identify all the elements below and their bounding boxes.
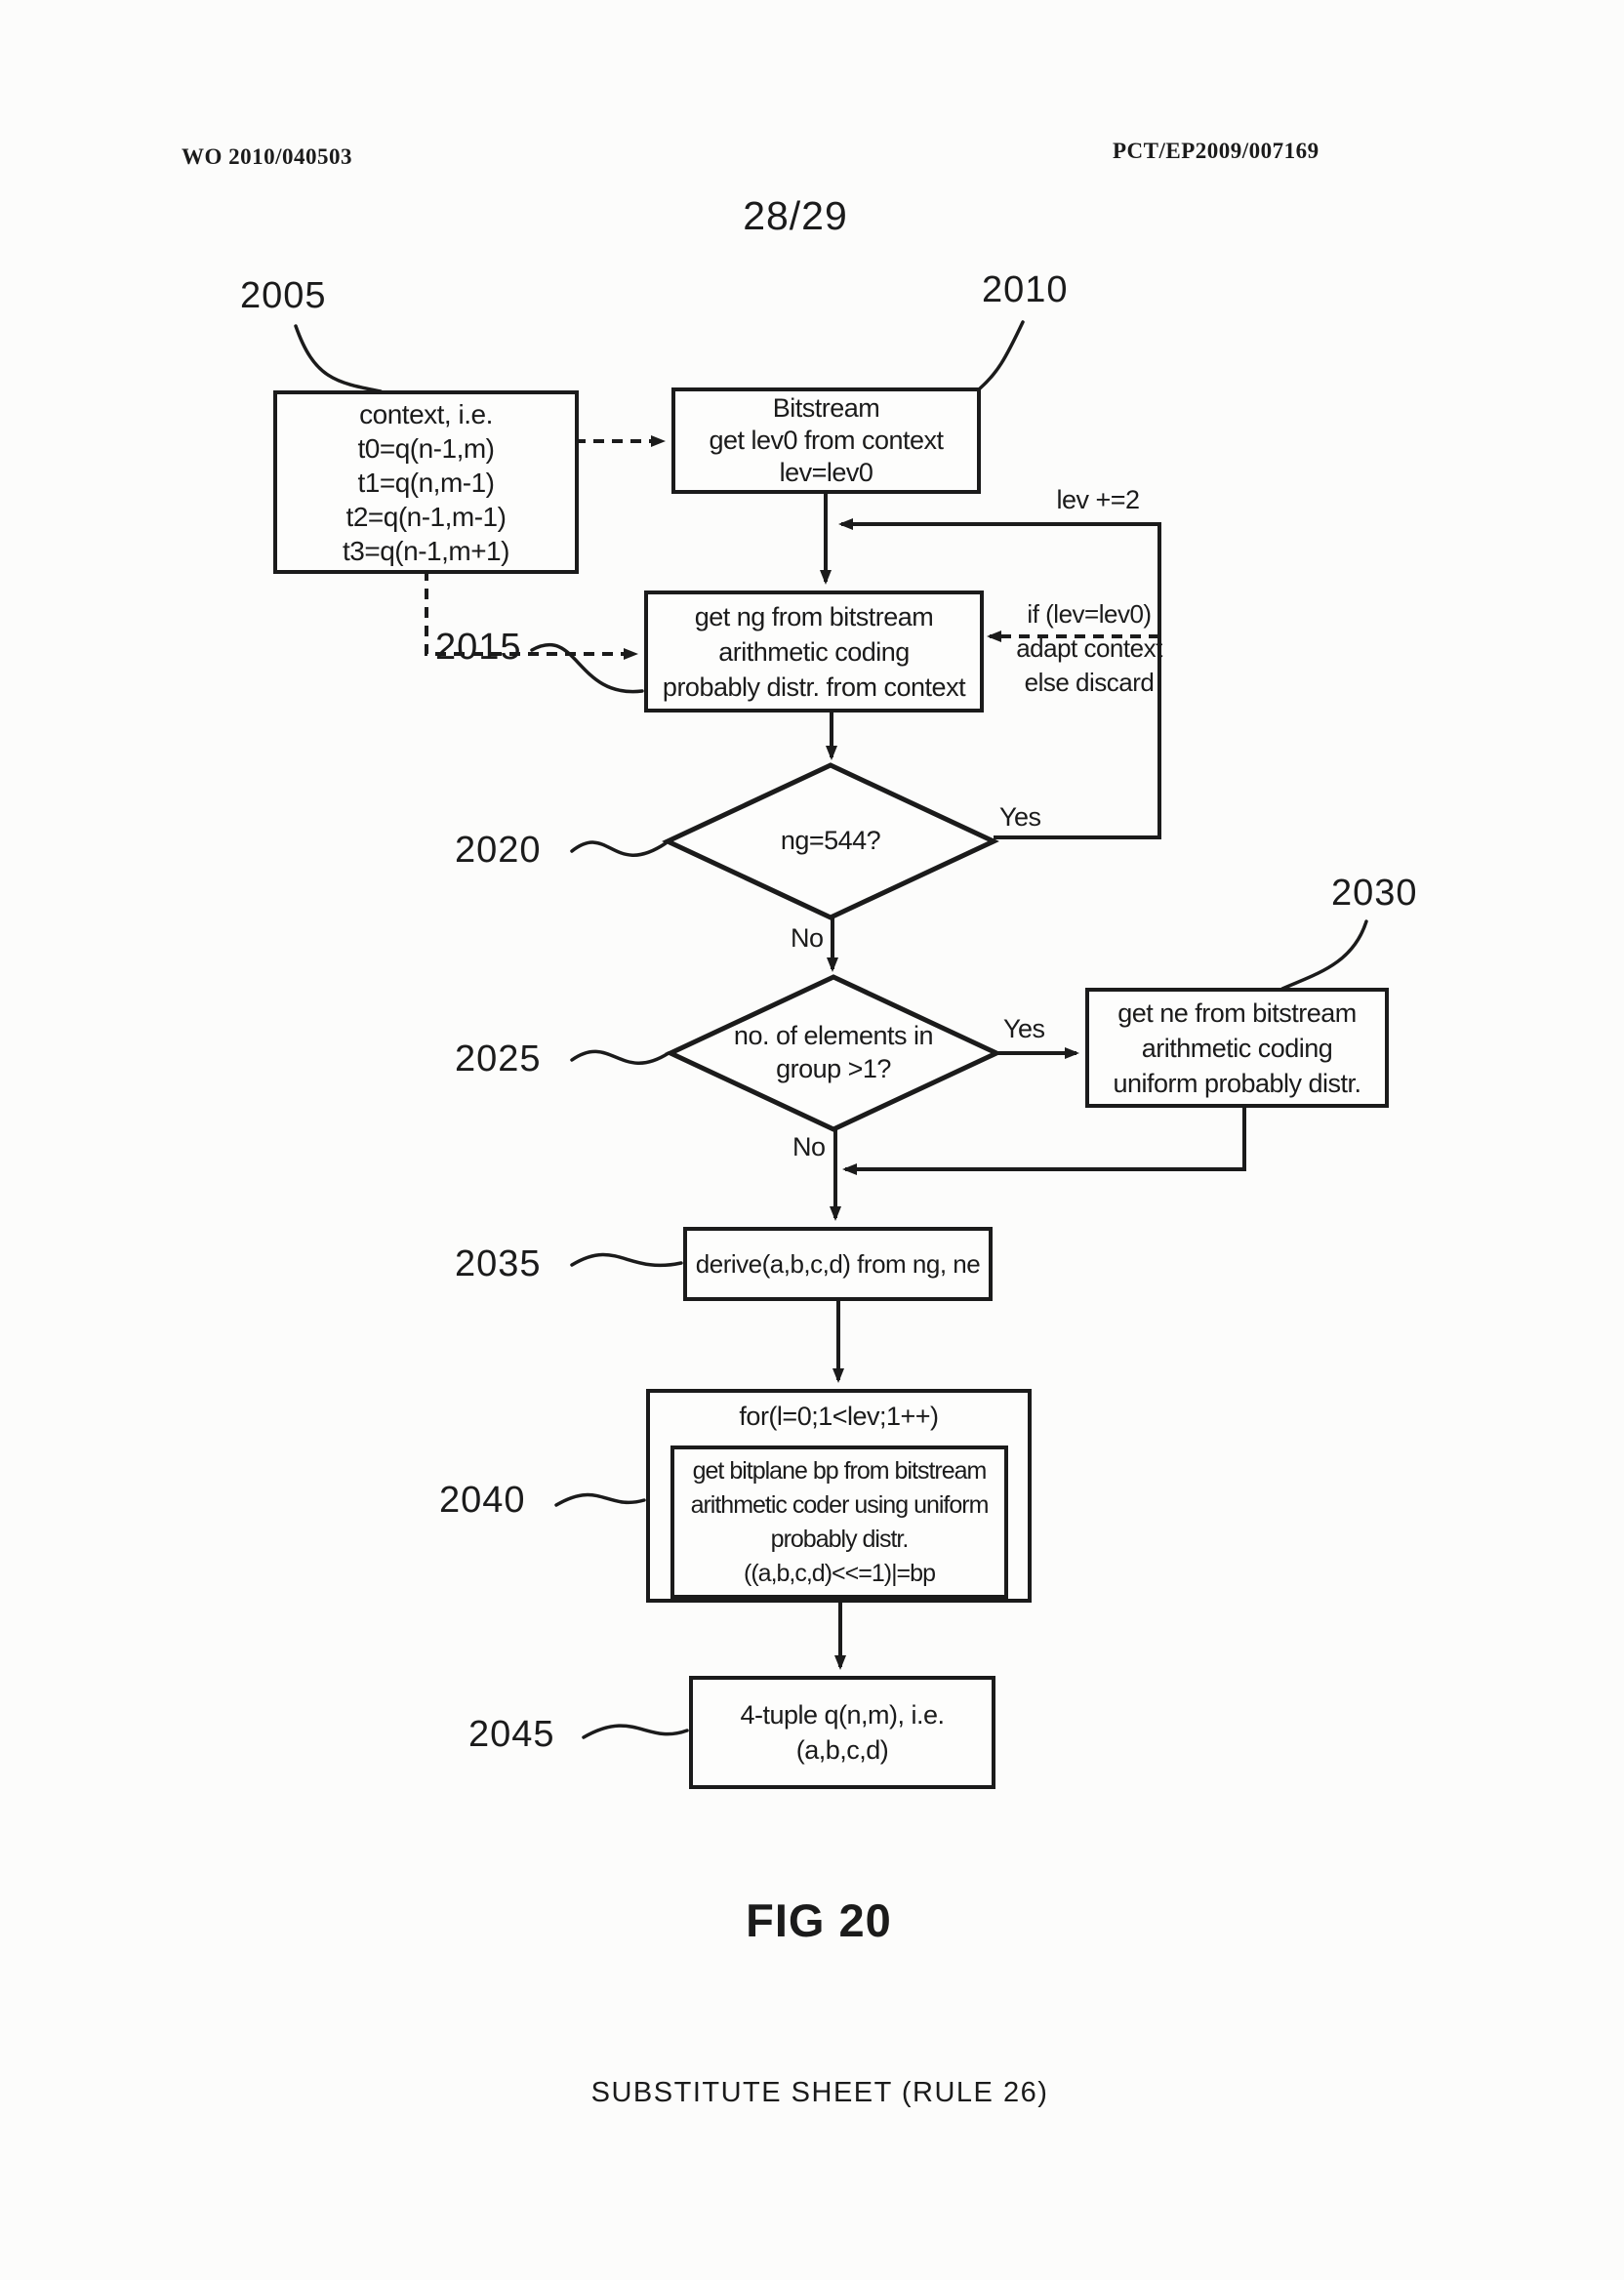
- bitstream-box: [671, 387, 981, 494]
- lev-increment-label: lev +=2: [1056, 485, 1140, 514]
- leader-2010: [980, 322, 1023, 388]
- derive-line: derive(a,b,c,d) from ng, ne: [695, 1248, 981, 1279]
- leader-2020: [572, 842, 666, 855]
- no-label-2020: No: [791, 923, 824, 953]
- ref-2030: 2030: [1331, 873, 1418, 914]
- context-line: t2=q(n-1,m-1): [345, 501, 507, 532]
- for-loop-inner-line: arithmetic coder using uniform: [690, 1490, 989, 1519]
- ref-2020: 2020: [455, 830, 542, 871]
- for-loop-inner-line: ((a,b,c,d)<<=1)|=bp: [744, 1559, 935, 1587]
- leader-2040: [556, 1495, 644, 1505]
- leader-2025: [572, 1051, 669, 1063]
- get-ne-line: get ne from bitstream: [1117, 998, 1357, 1028]
- adapt-context-label: [997, 597, 1181, 700]
- ref-2010: 2010: [982, 269, 1069, 310]
- ref-2015: 2015: [435, 627, 522, 668]
- ref-2040: 2040: [439, 1480, 526, 1521]
- leader-2015: [532, 645, 642, 692]
- context-line: t3=q(n-1,m+1): [343, 535, 509, 566]
- for-loop-header: for(l=0;1<lev;1++): [739, 1402, 939, 1431]
- edge-getne-return: [845, 1104, 1244, 1169]
- for-loop-inner-line: probably distr.: [770, 1525, 909, 1553]
- for-loop-inner-box: [670, 1445, 1008, 1599]
- get-ng-line: probably distr. from context: [662, 672, 966, 702]
- ref-2025: 2025: [455, 1038, 542, 1079]
- leader-2035: [572, 1254, 681, 1265]
- context-line: t0=q(n-1,m): [357, 432, 495, 464]
- tuple-box: [689, 1676, 995, 1789]
- for-loop-inner-line: get bitplane bp from bitstream: [692, 1456, 987, 1485]
- ref-2035: 2035: [455, 1243, 542, 1284]
- leader-2045: [584, 1726, 687, 1737]
- application-number: PCT/EP2009/007169: [1113, 139, 1320, 163]
- ref-2045: 2045: [468, 1714, 555, 1755]
- yes-label-2025: Yes: [1003, 1014, 1045, 1043]
- get-ne-box: [1085, 988, 1389, 1108]
- context-box: [273, 390, 579, 574]
- get-ng-line: arithmetic coding: [718, 636, 910, 667]
- context-line: context, i.e.: [359, 398, 493, 429]
- decision-elements-label: [670, 1017, 996, 1087]
- context-line: t1=q(n,m-1): [357, 467, 495, 498]
- adapt-context-line: else discard: [1024, 668, 1155, 697]
- no-label-2025: No: [792, 1132, 826, 1161]
- tuple-line: 4-tuple q(n,m), i.e.: [740, 1700, 945, 1730]
- bitstream-line: get lev0 from context: [709, 426, 944, 455]
- get-ng-box: [644, 590, 984, 712]
- leader-2005: [296, 326, 381, 391]
- get-ne-line: arithmetic coding: [1141, 1033, 1333, 1063]
- publication-number: WO 2010/040503: [182, 144, 353, 169]
- bitstream-line: Bitstream: [772, 393, 880, 423]
- decision-elements-line: no. of elements in: [733, 1021, 934, 1050]
- ref-2005: 2005: [240, 275, 327, 316]
- decision-ng544-label: [668, 808, 994, 873]
- figure-caption: FIG 20: [746, 1894, 892, 1946]
- get-ne-line: uniform probably distr.: [1113, 1068, 1361, 1098]
- tuple-line: (a,b,c,d): [795, 1735, 889, 1765]
- leader-2030: [1282, 921, 1366, 989]
- yes-label-2020: Yes: [999, 802, 1041, 832]
- sheet-number: 28/29: [743, 193, 848, 238]
- derive-box: [683, 1227, 993, 1301]
- footer-note: SUBSTITUTE SHEET (RULE 26): [590, 2077, 1049, 2108]
- bitstream-line: lev=lev0: [779, 458, 873, 487]
- get-ng-line: get ng from bitstream: [694, 601, 934, 631]
- decision-elements-line: group >1?: [776, 1054, 891, 1083]
- adapt-context-line: if (lev=lev0): [1027, 599, 1152, 629]
- adapt-context-line: adapt context: [1016, 633, 1162, 663]
- decision-ng544-line: ng=544?: [780, 826, 881, 855]
